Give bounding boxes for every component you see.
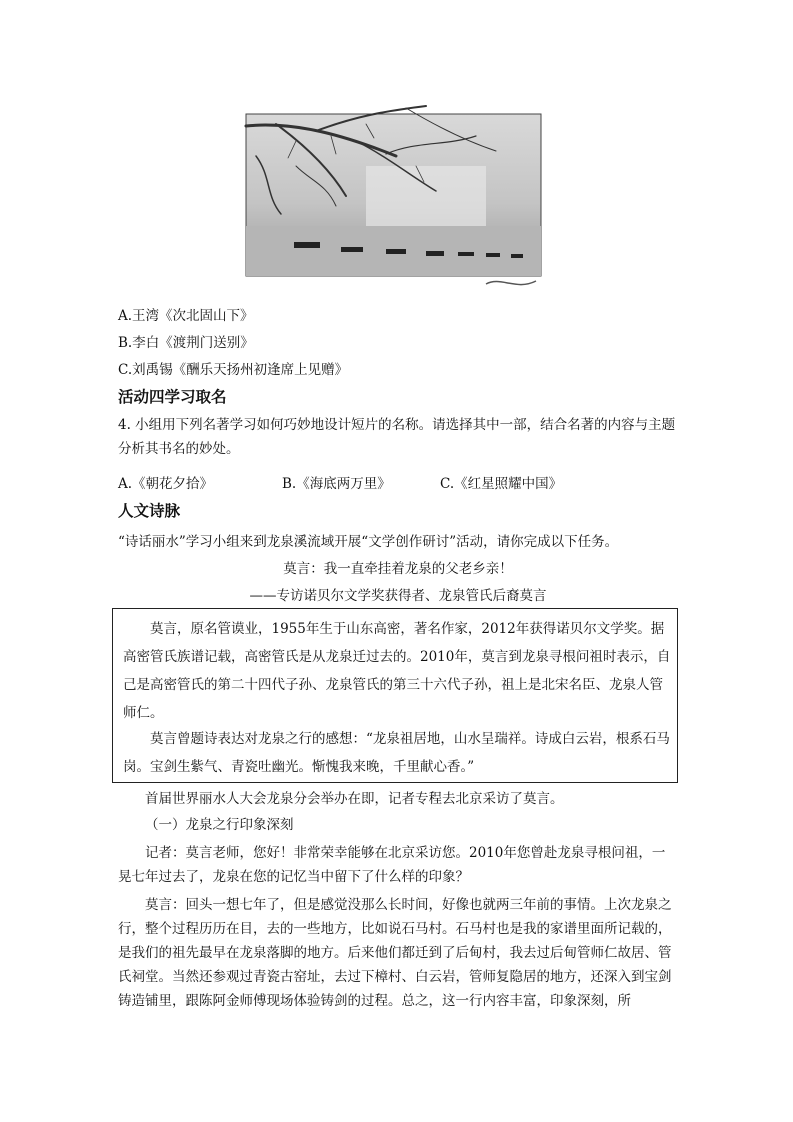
option-c-q3: C.刘禹锡《酬乐天扬州初逢席上见赠》 bbox=[118, 362, 349, 378]
section-intro: “诗话丽水”学习小组来到龙泉溪流域开展“文学创作研讨”活动，请你完成以下任务。 bbox=[118, 534, 619, 550]
landscape-photo bbox=[236, 96, 556, 296]
reporter-question: 记者：莫言老师，您好！非常荣幸能够在北京采访您。2010年您曾赴龙泉寻根问祖，一晃七年过去了，龙泉在您的记忆当中留下了什么样的印象？ bbox=[118, 845, 666, 885]
option-b-q3: B.李白《渡荆门送别》 bbox=[118, 335, 254, 351]
part-one-heading: （一）龙泉之行印象深刻 bbox=[145, 817, 294, 833]
book-option-b: B.《海底两万里》 bbox=[282, 476, 391, 492]
bio-paragraph-2: 莫言曾题诗表达对龙泉之行的感想：“龙泉祖居地，山水呈瑞祥。诗成白云岩，根系石马岗。宝剑生紫气、青瓷吐幽光。惭愧我来晚，千里献心香。” bbox=[123, 731, 670, 775]
book-option-c: C.《红星照耀中国》 bbox=[440, 476, 563, 492]
moyan-answer: 莫言：回头一想七年了，但是感觉没那么长时间，好像也就两三年前的事情。上次龙泉之行，整个过程历历在目，去的一些地方，比如说石马村。石马村也是我的家谱里面所记载的，是我们的祖先最早在龙泉落脚的地方。后来他们都迁到了后甸村，我去过后甸管师仁故居、管氏祠堂。当然还参观过青瓷古窑址，去过下樟村、白云岩，管师复隐居的地方，还深入到宝剑铸造铺里，跟陈阿金师傅现场体验铸剑的过程。总之，这一行内容丰富，印象深刻，所 bbox=[118, 897, 672, 1009]
book-option-a: A.《朝花夕拾》 bbox=[118, 476, 214, 492]
article-title: 莫言：我一直牵挂着龙泉的父老乡亲！ bbox=[283, 561, 513, 577]
article-subtitle: ——专访诺贝尔文学奖获得者、龙泉管氏后裔莫言 bbox=[249, 588, 547, 604]
article-lead: 首届世界丽水人大会龙泉分会举办在即，记者专程去北京采访了莫言。 bbox=[145, 791, 564, 807]
bio-paragraph-1: 莫言，原名管谟业，1955年生于山东高密，著名作家，2012年获得诺贝尔文学奖。据高密管氏族谱记载，高密管氏是从龙泉迁过去的。2010年，莫言到龙泉寻根问祖时表示，自己是高密管氏的第二十四代子孙、龙泉管氏的第三十六代子孙，祖上是北宋名臣、龙泉人管师仁。 bbox=[123, 621, 671, 721]
activity4-question: 4. 小组用下列名著学习如何巧妙地设计短片的名称。请选择其中一部，结合名著的内容与主题分析其书名的妙处。 bbox=[118, 417, 676, 457]
option-a-q3: A.王湾《次北固山下》 bbox=[118, 308, 254, 324]
bio-box bbox=[112, 608, 678, 783]
section-heading: 人文诗脉 bbox=[118, 502, 181, 520]
activity4-heading: 活动四学习取名 bbox=[118, 388, 227, 406]
